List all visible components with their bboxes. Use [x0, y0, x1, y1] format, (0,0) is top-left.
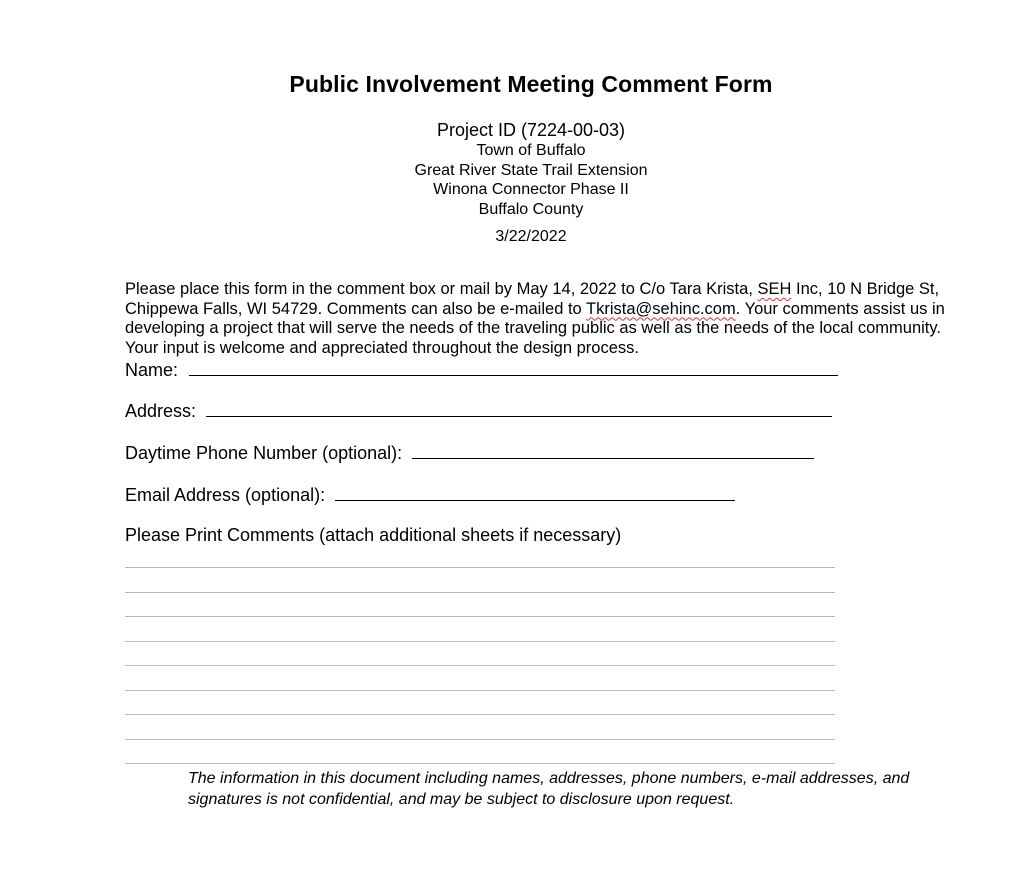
comment-line [125, 763, 835, 764]
name-field[interactable] [189, 358, 838, 376]
instructions-text-3: . Your comments assist us in developing a project that will serve the needs of the traveling public as well as the needs of the local community. Your input is welcome and appreciated throughout the design process. [125, 299, 945, 357]
comment-line [125, 641, 835, 642]
name-field-row [125, 358, 838, 381]
instructions-paragraph [125, 280, 945, 358]
town-name: Town of Buffalo [476, 142, 586, 159]
comments-field-row [125, 524, 621, 546]
address-label: Address: [125, 401, 197, 421]
phone-label: Daytime Phone Number (optional): [125, 443, 403, 463]
comments-area[interactable] [125, 567, 835, 788]
comment-line [125, 665, 835, 666]
connector-phase: Winona Connector Phase II [433, 181, 629, 198]
email-label: Email Address (optional): [125, 485, 326, 505]
comments-label: Please Print Comments (attach additional sheets if necessary) [125, 525, 622, 545]
email-field[interactable] [335, 483, 735, 501]
contact-email: Tkrista@sehinc.com [586, 299, 736, 318]
meeting-date: 3/22/2022 [495, 228, 567, 245]
project-id: Project ID (7224-00-03) [436, 120, 626, 140]
comment-line [125, 616, 835, 617]
phone-field-row [125, 441, 814, 464]
county-name: Buffalo County [478, 200, 584, 218]
comment-line [125, 714, 835, 715]
email-field-row [125, 483, 735, 506]
address-field-row [125, 399, 832, 422]
project-header [0, 120, 1024, 246]
company-name: SEH [757, 280, 792, 298]
form-title: Public Involvement Meeting Comment Form [289, 71, 773, 97]
disclaimer-text: The information in this document including names, addresses, phone numbers, e-mail addresses, and signatures is not confidential, and may be subject to disclosure upon request. [188, 770, 910, 808]
comment-line [125, 592, 835, 593]
trail-name: Great River State Trail Extension [414, 161, 648, 179]
phone-field[interactable] [412, 441, 814, 459]
comment-line [125, 690, 835, 691]
comment-line [125, 567, 835, 568]
comment-line [125, 739, 835, 740]
name-label: Name: [125, 360, 179, 380]
instructions-text-1: Please place this form in the comment box or mail by May 14, 2022 to C/o Tara Krista, [125, 280, 758, 298]
instructions-text-2: Inc, 10 N Bridge St, Chippewa Falls, WI 54729. Comments can also be e-mailed to [125, 280, 940, 318]
address-field[interactable] [206, 399, 832, 417]
